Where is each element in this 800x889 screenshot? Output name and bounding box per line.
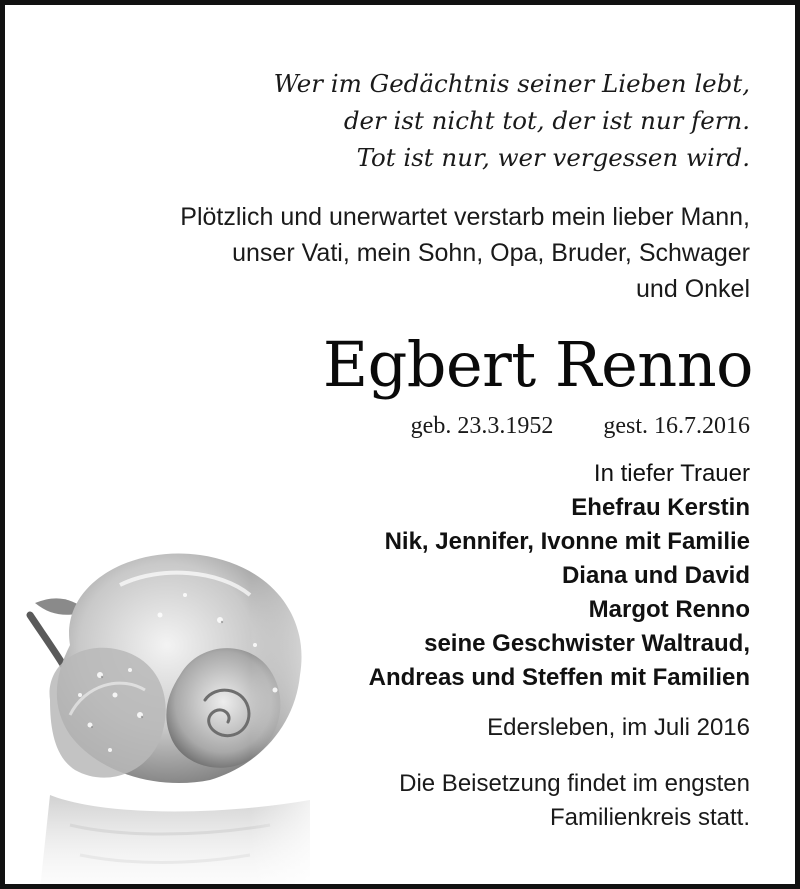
funeral-line: Familienkreis statt. — [549, 804, 750, 831]
funeral-line: Die Beisetzung findet im engsten — [399, 770, 750, 797]
rose-icon — [10, 525, 330, 889]
mourner-line: Nik, Jennifer, Ivonne mit Familie — [384, 528, 750, 555]
announcement-line: Plötzlich und unerwartet verstarb mein lieber Mann, — [180, 203, 750, 231]
mourning-phrase: In tiefer Trauer — [593, 460, 750, 487]
poem-line: Wer im Gedächtnis seiner Lieben lebt, — [273, 69, 750, 98]
mourners-list — [369, 457, 750, 695]
mourner-line: Andreas und Steffen mit Familien — [368, 664, 750, 691]
poem-line: der ist nicht tot, der ist nur fern. — [343, 106, 750, 135]
death-announcement — [180, 199, 750, 307]
death-date: gest. 16.7.2016 — [603, 413, 750, 439]
birth-date: geb. 23.3.1952 — [410, 413, 554, 439]
deceased-name: Egbert Renno — [322, 328, 753, 401]
mourner-line: Diana und David — [561, 562, 750, 589]
place-date: Edersleben, im Juli 2016 — [487, 714, 750, 741]
funeral-note — [399, 767, 750, 835]
poem-line: Tot ist nur, wer vergessen wird. — [356, 143, 750, 172]
memorial-poem — [274, 65, 750, 176]
announcement-line: und Onkel — [636, 275, 750, 303]
announcement-line: unser Vati, mein Sohn, Opa, Bruder, Schwager — [232, 239, 750, 267]
life-dates — [411, 409, 750, 443]
mourner-line: seine Geschwister Waltraud, — [424, 630, 750, 657]
mourner-line: Ehefrau Kerstin — [571, 494, 750, 521]
mourner-line: Margot Renno — [588, 596, 750, 623]
